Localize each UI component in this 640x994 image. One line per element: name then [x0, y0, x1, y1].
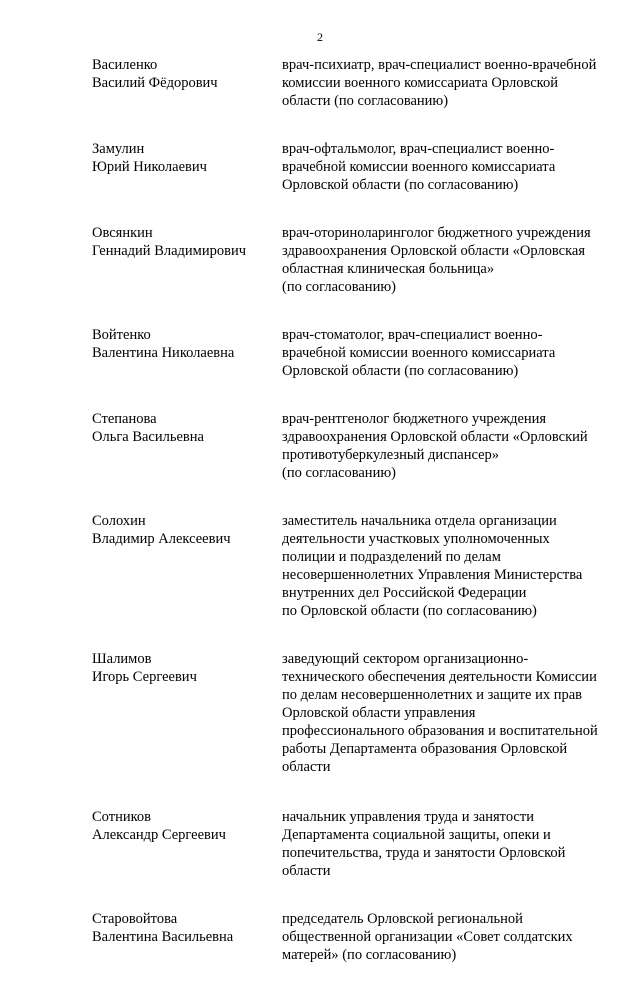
member-name [92, 140, 272, 176]
member-role [282, 224, 617, 296]
member-role [282, 512, 617, 620]
role-line: заведующий сектором организационно- [282, 651, 529, 667]
member-given-names: Юрий Николаевич [92, 159, 207, 175]
role-line: попечительства, труда и занятости Орловской [282, 845, 566, 861]
member-given-names: Валентина Николаевна [92, 345, 235, 361]
member-name [92, 224, 272, 260]
member-surname: Замулин [92, 141, 145, 157]
member-surname: Войтенко [92, 327, 151, 343]
role-line: врач-психиатр, врач-специалист военно-врачебной [282, 57, 597, 73]
role-line: здравоохранения Орловской области «Орловская [282, 243, 586, 259]
role-line: полиции и подразделений по делам [282, 549, 501, 565]
role-line: здравоохранения Орловской области «Орловский [282, 429, 588, 445]
member-role [282, 56, 617, 110]
member-entry [92, 410, 622, 482]
member-entry [92, 140, 622, 194]
role-line: области [282, 759, 331, 775]
member-surname: Степанова [92, 411, 157, 427]
member-given-names: Ольга Васильевна [92, 429, 204, 445]
role-line: врач-оториноларинголог бюджетного учреждения [282, 225, 591, 241]
member-name [92, 410, 272, 446]
role-line: Орловской области (по согласованию) [282, 363, 519, 379]
role-line: противотуберкулезный диспансер» [282, 447, 500, 463]
role-line: (по согласованию) [282, 279, 396, 295]
member-surname: Овсянкин [92, 225, 153, 241]
member-entry [92, 326, 622, 380]
role-line: Орловской области (по согласованию) [282, 177, 519, 193]
member-name [92, 910, 272, 946]
role-line: начальник управления труда и занятости [282, 809, 534, 825]
member-role [282, 140, 617, 194]
role-line: области (по согласованию) [282, 93, 449, 109]
member-given-names: Владимир Алексеевич [92, 531, 231, 547]
member-surname: Старовойтова [92, 911, 178, 927]
role-line: внутренних дел Российской Федерации [282, 585, 527, 601]
role-line: областная клиническая больница» [282, 261, 495, 277]
role-line: работы Департамента образования Орловской [282, 741, 568, 757]
role-line: по делам несовершеннолетних и защите их прав [282, 687, 582, 703]
role-line: общественной организации «Совет солдатских [282, 929, 573, 945]
member-surname: Василенко [92, 57, 158, 73]
role-line: по Орловской области (по согласованию) [282, 603, 537, 619]
role-line: комиссии военного комиссариата Орловской [282, 75, 558, 91]
page-number: 2 [317, 30, 323, 44]
member-entry [92, 808, 622, 880]
role-line: матерей» (по согласованию) [282, 947, 457, 963]
member-entry [92, 910, 622, 964]
role-line: (по согласованию) [282, 465, 396, 481]
member-name [92, 512, 272, 548]
role-line: врач-офтальмолог, врач-специалист военно- [282, 141, 555, 157]
role-line: несовершеннолетних Управления Министерства [282, 567, 583, 583]
role-line: Департамента социальной защиты, опеки и [282, 827, 551, 843]
member-list [92, 56, 622, 994]
member-surname: Сотников [92, 809, 151, 825]
role-line: врачебной комиссии военного комиссариата [282, 159, 556, 175]
member-surname: Шалимов [92, 651, 152, 667]
role-line: Орловской области управления [282, 705, 476, 721]
role-line: председатель Орловской региональной [282, 911, 523, 927]
member-name [92, 326, 272, 362]
member-role [282, 650, 617, 776]
member-role [282, 410, 617, 482]
member-role [282, 910, 617, 964]
member-name [92, 56, 272, 92]
member-name [92, 650, 272, 686]
role-line: врач-стоматолог, врач-специалист военно- [282, 327, 543, 343]
role-line: врач-рентгенолог бюджетного учреждения [282, 411, 547, 427]
role-line: врачебной комиссии военного комиссариата [282, 345, 556, 361]
member-entry [92, 512, 622, 620]
role-line: профессионального образования и воспитательной [282, 723, 598, 739]
role-line: области [282, 863, 331, 879]
member-role [282, 808, 617, 880]
member-surname: Солохин [92, 513, 146, 529]
role-line: заместитель начальника отдела организации [282, 513, 557, 529]
member-entry [92, 650, 622, 776]
member-given-names: Василий Фёдорович [92, 75, 218, 91]
member-given-names: Валентина Васильевна [92, 929, 234, 945]
member-name [92, 808, 272, 844]
member-given-names: Геннадий Владимирович [92, 243, 247, 259]
role-line: технического обеспечения деятельности Комиссии [282, 669, 597, 685]
member-entry [92, 224, 622, 296]
member-entry [92, 56, 622, 110]
role-line: деятельности участковых уполномоченных [282, 531, 550, 547]
member-given-names: Александр Сергеевич [92, 827, 226, 843]
member-role [282, 326, 617, 380]
member-given-names: Игорь Сергеевич [92, 669, 197, 685]
